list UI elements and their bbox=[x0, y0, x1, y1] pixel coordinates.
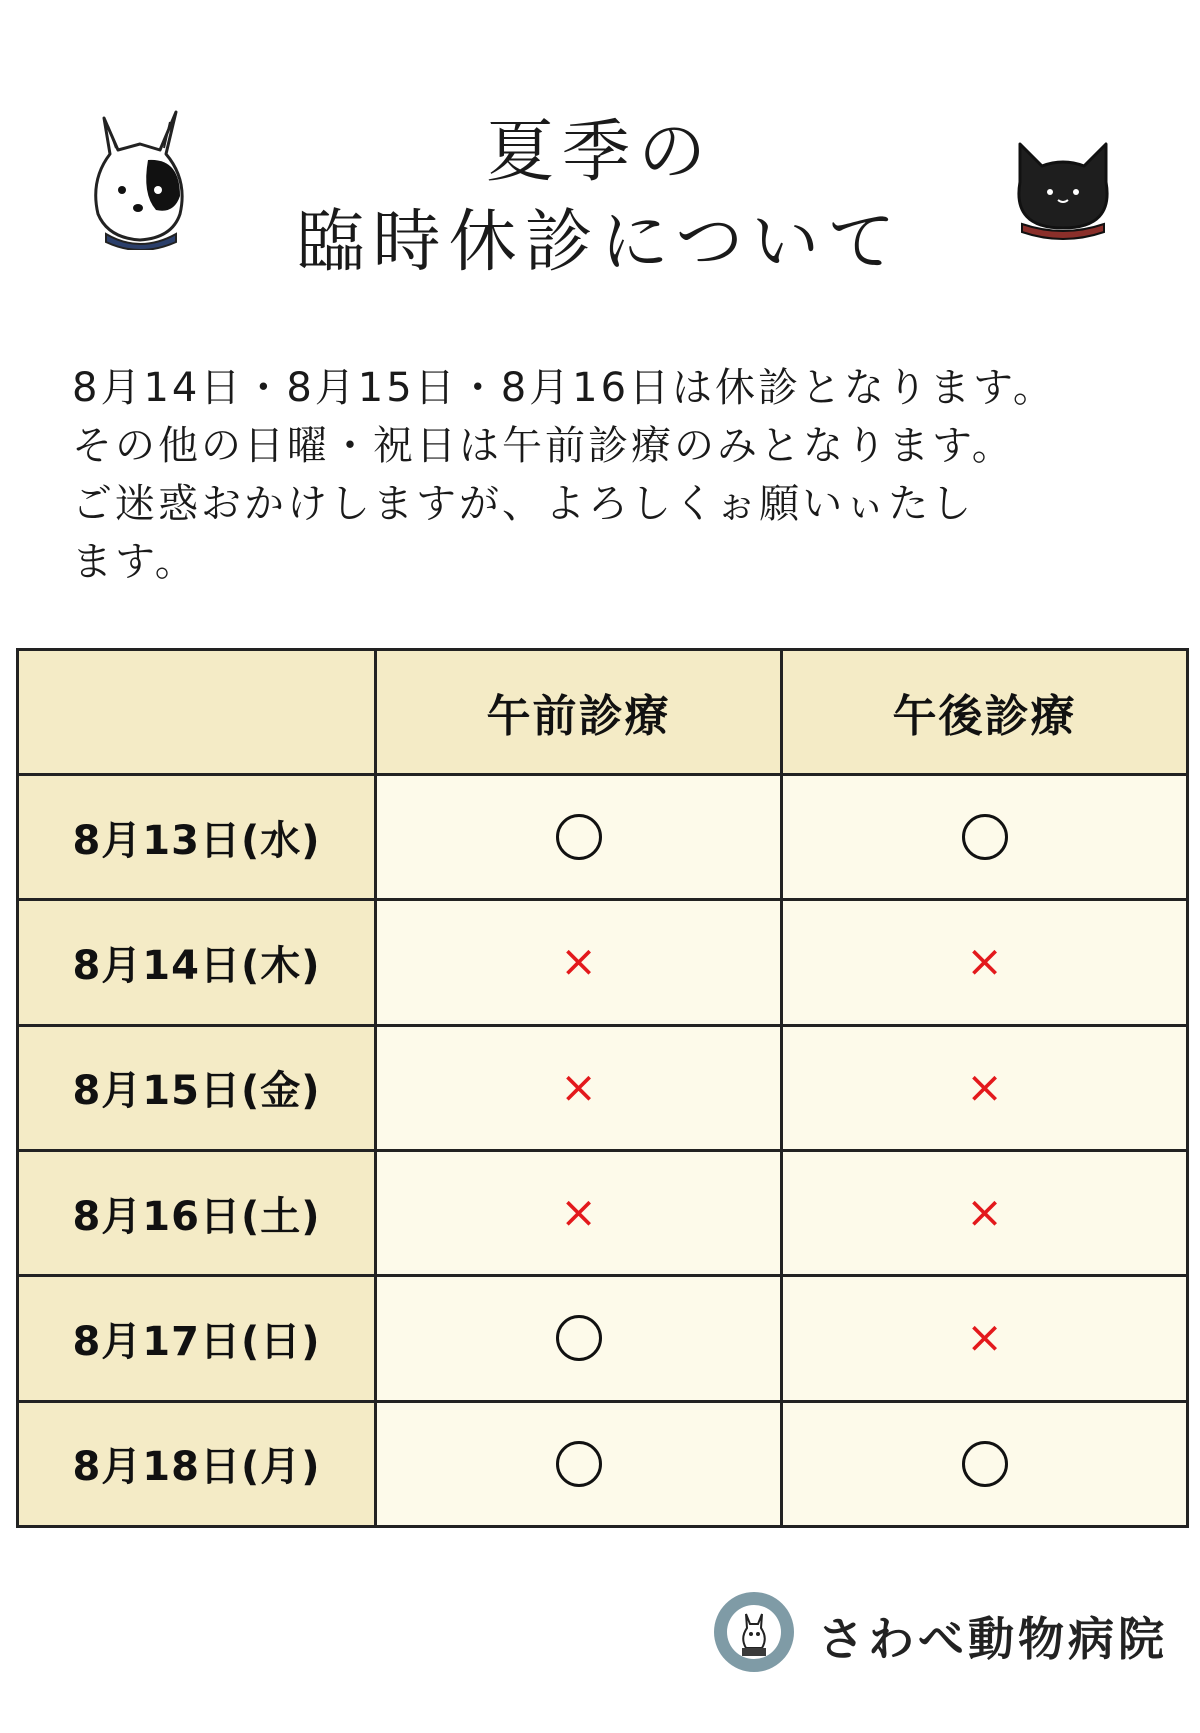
cross-mark-icon: × bbox=[560, 936, 597, 988]
cross-mark-icon: × bbox=[966, 936, 1003, 988]
schedule-table bbox=[16, 648, 1189, 1528]
title-line-1: 夏季の bbox=[485, 113, 714, 192]
afternoon-status-cell bbox=[782, 1401, 1188, 1526]
cross-mark-icon: × bbox=[560, 1187, 597, 1239]
table-row bbox=[18, 900, 1188, 1025]
header-blank bbox=[18, 650, 376, 775]
afternoon-status-cell bbox=[782, 1025, 1188, 1150]
circle-mark-icon bbox=[962, 814, 1008, 860]
notice-line-4: ます。 bbox=[72, 539, 198, 585]
cross-mark-icon: × bbox=[966, 1312, 1003, 1364]
header-afternoon: 午後診療 bbox=[782, 650, 1188, 775]
table-row bbox=[18, 775, 1188, 900]
morning-status-cell bbox=[376, 1150, 782, 1275]
cross-mark-icon: × bbox=[560, 1061, 597, 1113]
table-row bbox=[18, 1150, 1188, 1275]
table-header-row bbox=[18, 650, 1188, 775]
afternoon-status-cell bbox=[782, 1276, 1188, 1401]
morning-status-cell bbox=[376, 1025, 782, 1150]
cross-mark-icon: × bbox=[966, 1061, 1003, 1113]
morning-status-cell bbox=[376, 775, 782, 900]
morning-status-cell bbox=[376, 1276, 782, 1401]
notice-line-2: その他の日曜・祝日は午前診療のみとなります。 bbox=[72, 423, 1015, 469]
table-row bbox=[18, 1025, 1188, 1150]
circle-mark-icon bbox=[556, 1315, 602, 1361]
date-cell: 8月13日(水) bbox=[18, 775, 376, 900]
title-line-2: 臨時休診について bbox=[296, 203, 904, 282]
afternoon-status-cell bbox=[782, 900, 1188, 1025]
clinic-logo-icon bbox=[712, 1590, 796, 1674]
table-row bbox=[18, 1401, 1188, 1526]
afternoon-status-cell bbox=[782, 1150, 1188, 1275]
cross-mark-icon: × bbox=[966, 1187, 1003, 1239]
header-morning: 午前診療 bbox=[376, 650, 782, 775]
date-cell: 8月15日(金) bbox=[18, 1025, 376, 1150]
date-cell: 8月18日(月) bbox=[18, 1401, 376, 1526]
date-cell: 8月16日(土) bbox=[18, 1150, 376, 1275]
notice-line-1: 8月14日・8月15日・8月16日は休診となります。 bbox=[72, 365, 1056, 411]
clinic-name: さわべ動物病院 bbox=[818, 1612, 1168, 1666]
circle-mark-icon bbox=[962, 1441, 1008, 1487]
circle-mark-icon bbox=[556, 814, 602, 860]
date-cell: 8月14日(木) bbox=[18, 900, 376, 1025]
circle-mark-icon bbox=[556, 1441, 602, 1487]
morning-status-cell bbox=[376, 900, 782, 1025]
date-cell: 8月17日(日) bbox=[18, 1276, 376, 1401]
morning-status-cell bbox=[376, 1401, 782, 1526]
dog-icon bbox=[84, 110, 194, 250]
table-row bbox=[18, 1276, 1188, 1401]
cat-icon bbox=[1008, 138, 1118, 242]
afternoon-status-cell bbox=[782, 775, 1188, 900]
notice-line-3: ご迷惑おかけしますが、よろしくぉ願いぃたし bbox=[72, 481, 975, 527]
